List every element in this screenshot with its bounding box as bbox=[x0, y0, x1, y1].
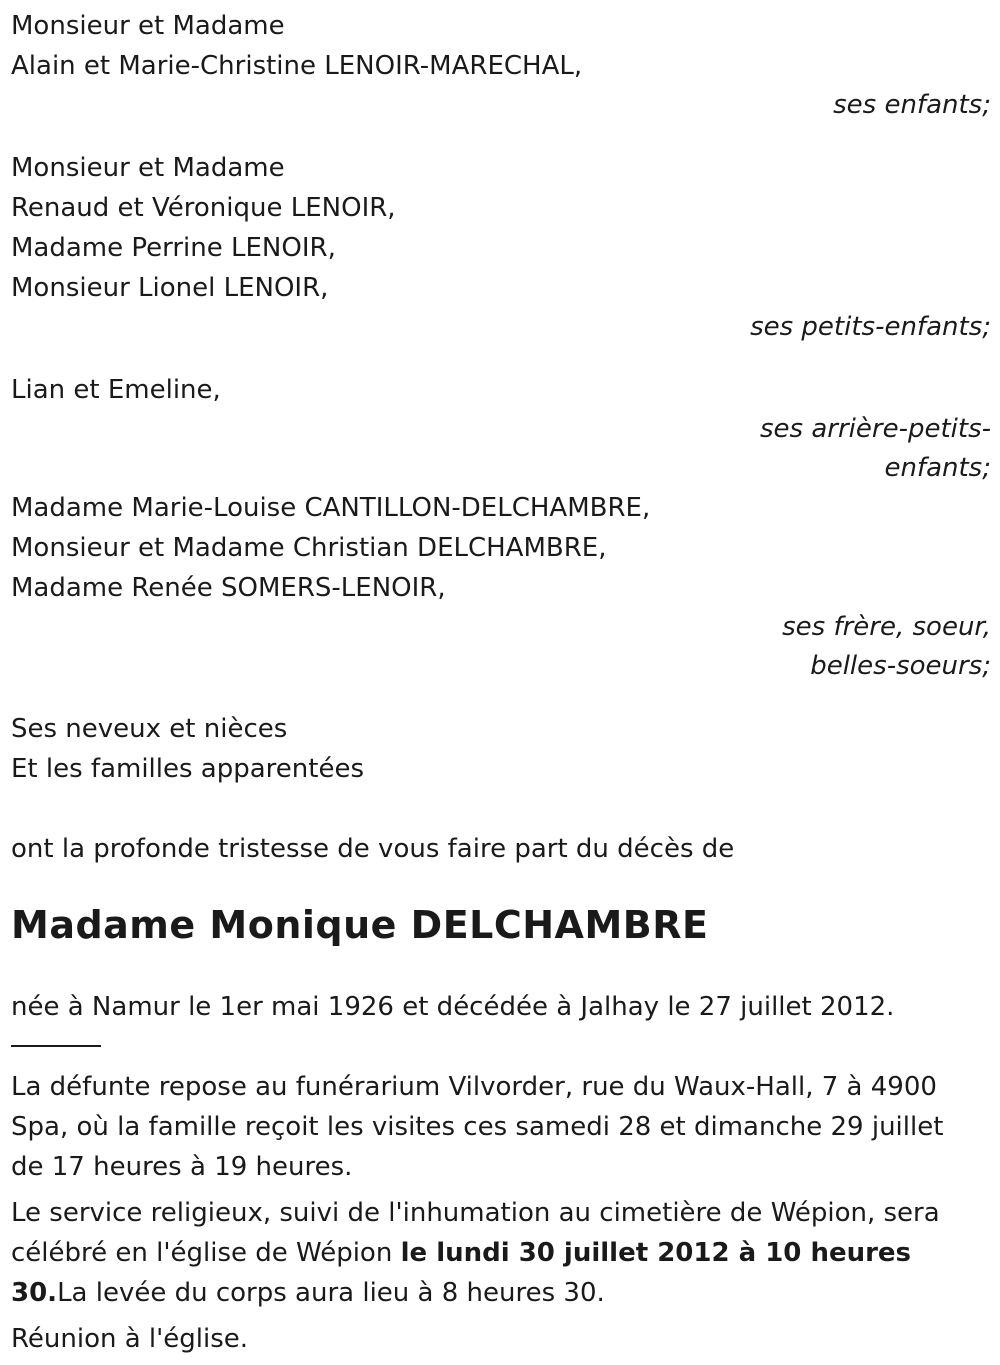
separator-line bbox=[11, 1045, 101, 1047]
grandchildren-line: Monsieur Lionel LENOIR, bbox=[11, 273, 329, 303]
meeting-text: Réunion à l'église. bbox=[11, 1324, 249, 1354]
relation-grandchildren: ses petits-enfants; bbox=[750, 312, 991, 342]
birth-death-text: née à Namur le 1er mai 1926 et décédée à Jalhay le 27 juillet 2012. bbox=[11, 992, 895, 1022]
relation-siblings: ses frère, soeur, bbox=[782, 612, 991, 642]
great-grandchildren-line: Lian et Emeline, bbox=[11, 375, 221, 405]
service-text-after: La levée du corps aura lieu à 8 heures 30. bbox=[57, 1278, 605, 1308]
deceased-name: Madame Monique DELCHAMBRE bbox=[11, 903, 709, 947]
relation-great-grandchildren: enfants; bbox=[884, 453, 991, 483]
siblings-group bbox=[11, 488, 991, 686]
siblings-line: Monsieur et Madame Christian DELCHAMBRE, bbox=[11, 533, 607, 563]
announcement-text: ont la profonde tristesse de vous faire part du décès de bbox=[11, 834, 735, 864]
children-line: Alain et Marie-Christine LENOIR-MARECHAL, bbox=[11, 51, 583, 81]
funeral-home-text: La défunte repose au funérarium Vilvorder, rue du Waux-Hall, 7 à 4900 Spa, où la famille reçoit les visites ces samedi 28 et dimanche 29 juillet de 17 heures à 19 heures. bbox=[11, 1072, 944, 1182]
relation-children: ses enfants; bbox=[833, 90, 991, 120]
others-group bbox=[11, 709, 991, 789]
grandchildren-line: Monsieur et Madame bbox=[11, 153, 285, 183]
obituary-notice bbox=[11, 6, 991, 1365]
grandchildren-line: Renaud et Véronique LENOIR, bbox=[11, 193, 396, 223]
service-text-before: Le service religieux, suivi de l'inhumation au cimetière de Wépion, sera célébré en l'église de Wépion bbox=[11, 1198, 940, 1268]
relation-siblings: belles-soeurs; bbox=[810, 651, 991, 681]
others-line: Et les familles apparentées bbox=[11, 754, 365, 784]
siblings-line: Madame Marie-Louise CANTILLON-DELCHAMBRE, bbox=[11, 493, 651, 523]
children-line: Monsieur et Madame bbox=[11, 11, 285, 41]
children-group bbox=[11, 6, 991, 125]
others-line: Ses neveux et nièces bbox=[11, 714, 288, 744]
service-date: le lundi 30 juillet 2012 à 10 heures 30. bbox=[11, 1238, 912, 1308]
grandchildren-line: Madame Perrine LENOIR, bbox=[11, 233, 336, 263]
service-text bbox=[11, 1193, 971, 1313]
relation-great-grandchildren: ses arrière-petits- bbox=[760, 414, 991, 444]
great-grandchildren-group bbox=[11, 370, 991, 488]
siblings-line: Madame Renée SOMERS-LENOIR, bbox=[11, 573, 446, 603]
grandchildren-group bbox=[11, 148, 991, 347]
